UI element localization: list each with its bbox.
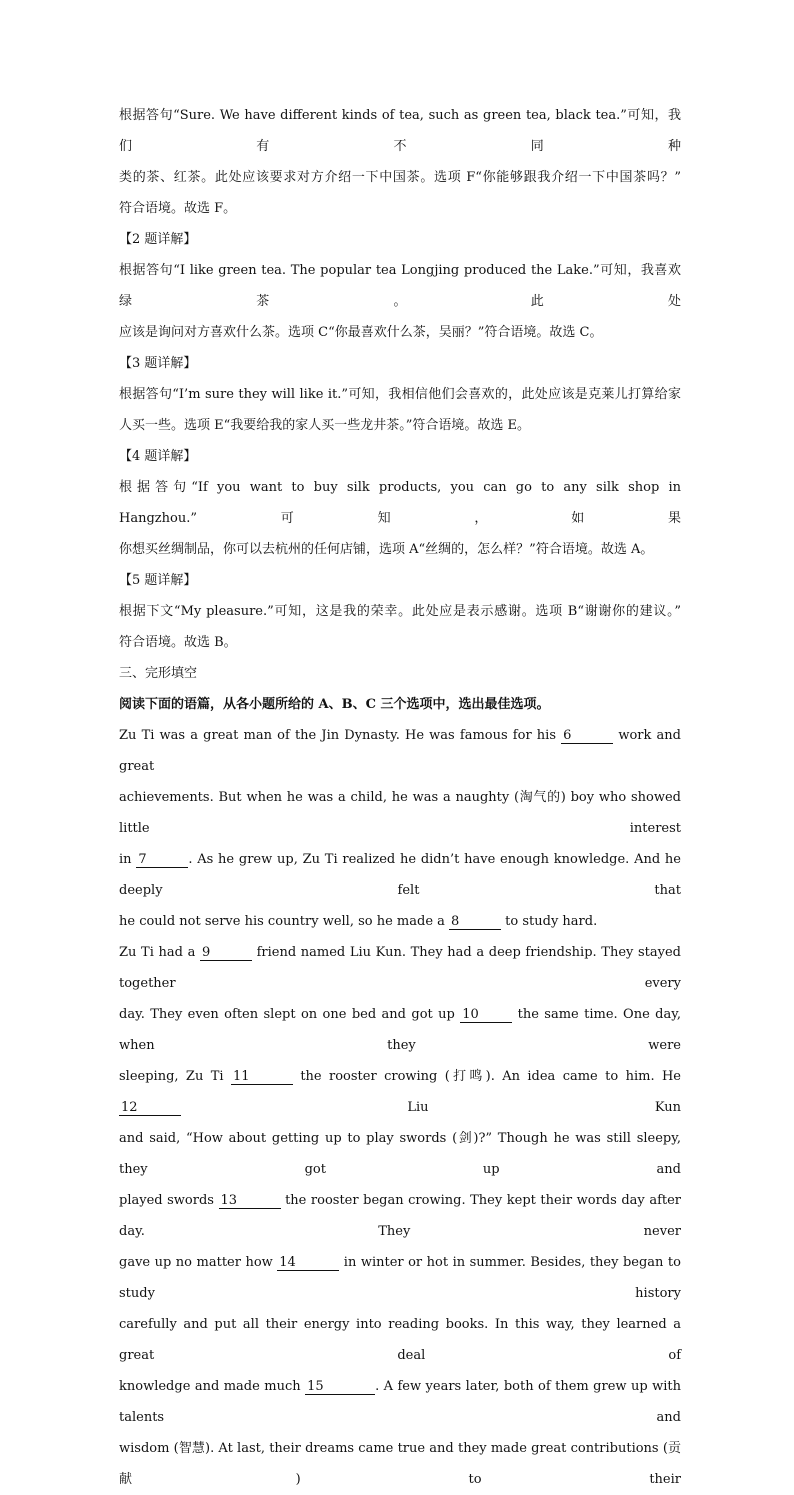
explanation-3-line-1: 根据答句“I’m sure they will like it.”可知，我相信他们会喜欢的，此处应该是克莱儿打算给家	[119, 387, 681, 402]
passage-text: sleeping, Zu Ti	[119, 1069, 231, 1084]
passage-line-4	[119, 906, 681, 937]
detail-heading-4: 【4 题详解】	[119, 449, 197, 464]
passage-line-3	[119, 844, 681, 906]
passage-text: work and great	[119, 728, 681, 774]
passage-text: played swords	[119, 1193, 219, 1208]
detail-heading-3: 【3 题详解】	[119, 356, 197, 371]
passage-line-8: and said, “How about getting up to play swords (剑)?” Though he was still sleepy, they got up and	[119, 1131, 681, 1177]
section-title: 三、完形填空	[119, 666, 198, 681]
explanation-1-line-3: 符合语境。故选 F。	[119, 201, 237, 216]
passage-line-9	[119, 1185, 681, 1247]
passage-text: knowledge and made much	[119, 1379, 306, 1394]
passage-text: . As he grew up, Zu Ti realized he didn’t have enough knowledge. And he deeply felt that	[119, 852, 681, 898]
blank-11: 11	[231, 1069, 293, 1085]
explanation-5-line-2: 符合语境。故选 B。	[119, 635, 237, 650]
passage-text: Zu Ti was a great man of the Jin Dynasty. He was famous for his	[119, 728, 562, 743]
passage-text: in winter or hot in summer. Besides, they began to study history	[119, 1255, 681, 1301]
passage-line-1	[119, 720, 681, 782]
passage-line-11: carefully and put all their energy into reading books. In this way, they learned a great deal of	[119, 1317, 681, 1363]
blank-14: 14	[277, 1255, 339, 1271]
document-page	[119, 100, 681, 1495]
detail-heading-5: 【5 题详解】	[119, 573, 197, 588]
passage-text: the rooster began crowing. They kept their words day after day. They never	[119, 1193, 682, 1239]
passage-text: gave up no matter how	[119, 1255, 278, 1270]
passage-text: he could not serve his country well, so he made a	[119, 914, 450, 929]
blank-8: 8	[449, 914, 501, 930]
passage-line-10	[119, 1247, 681, 1309]
passage-text: Liu Kun	[181, 1100, 681, 1115]
passage-line-7	[119, 1061, 681, 1123]
explanation-5-line-1: 根据下文“My pleasure.”可知，这是我的荣幸。此处应是表示感谢。选项 B“谢谢你的建议。”	[119, 604, 681, 619]
passage-text: day. They even often slept on one bed and got up	[119, 1007, 461, 1022]
passage-text: the rooster crowing (打鸣). An idea came to him. He	[292, 1069, 681, 1084]
passage-line-6	[119, 999, 681, 1061]
passage-text: Zu Ti had a	[119, 945, 200, 960]
passage-line-12	[119, 1371, 681, 1433]
explanation-4-line-1: 根据答句“If you want to buy silk products, you can go to any silk shop in Hangzhou.”可知，如果	[119, 480, 681, 526]
explanation-2-line-2: 应该是询问对方喜欢什么茶。选项 C“你最喜欢什么茶，吴丽？”符合语境。故选 C。	[119, 325, 603, 340]
blank-7: 7	[136, 852, 188, 868]
blank-10: 10	[460, 1007, 512, 1023]
explanation-1-line-1: 根据答句“Sure. We have different kinds of tea, such as green tea, black tea.”可知，我们有不同种	[119, 108, 681, 154]
blank-6: 6	[561, 728, 613, 744]
detail-heading-2: 【2 题详解】	[119, 232, 197, 247]
blank-9: 9	[200, 945, 252, 961]
passage-text: friend named Liu Kun. They had a deep friendship. They stayed together every	[119, 945, 681, 991]
passage-text: . A few years later, both of them grew up with talents and	[119, 1379, 682, 1425]
passage-line-5	[119, 937, 681, 999]
blank-12: 12	[119, 1100, 181, 1116]
passage-line-2: achievements. But when he was a child, he was a naughty (淘气的) boy who showed little interest	[119, 790, 681, 836]
explanation-4-line-2: 你想买丝绸制品，你可以去杭州的任何店铺，选项 A“丝绸的，怎么样？”符合语境。故选 A。	[119, 542, 654, 557]
explanation-3-line-2: 人买一些。选项 E“我要给我的家人买一些龙井茶。”符合语境。故选 E。	[119, 418, 531, 433]
blank-13: 13	[219, 1193, 281, 1209]
explanation-2-line-1: 根据答句“I like green tea. The popular tea Longjing produced the Lake.”可知，我喜欢绿茶。此处	[119, 263, 681, 309]
passage-text: in	[119, 852, 137, 867]
passage-line-13: wisdom (智慧). At last, their dreams came true and they made great contributions (贡献) to their	[119, 1441, 681, 1487]
passage-text: the same time. One day, when they were	[119, 1007, 681, 1053]
blank-15: 15	[305, 1379, 375, 1395]
explanation-1-line-2: 类的茶、红茶。此处应该要求对方介绍一下中国茶。选项 F“你能够跟我介绍一下中国茶吗？”	[119, 170, 681, 185]
section-instruction: 阅读下面的语篇，从各小题所给的 A、B、C 三个选项中，选出最佳选项。	[119, 697, 550, 712]
passage-text: to study hard.	[501, 914, 598, 929]
